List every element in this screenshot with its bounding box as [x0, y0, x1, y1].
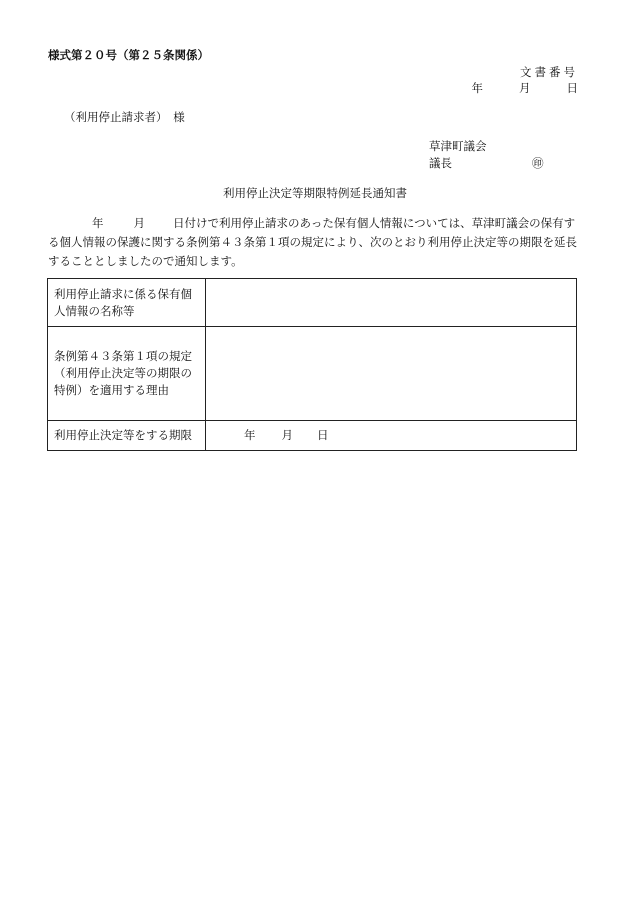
table-row	[48, 279, 577, 327]
issue-date-month: 月	[519, 81, 531, 95]
deadline-date	[206, 421, 577, 451]
seal-mark: ㊞	[532, 156, 544, 170]
table-value	[206, 279, 577, 327]
notice-details-table	[47, 278, 577, 451]
body-text: 日付けで利用停止請求のあった保有個人情報については、草津町議会の保有する個人情報の保護に関する条例第４３条第１項の規定により、次のとおり利用停止決定等の期限を延長することとしましたので通知します。	[48, 216, 577, 268]
issue-date	[472, 83, 579, 95]
sender-chairman: 議長	[429, 156, 452, 170]
body-year: 年	[92, 216, 104, 230]
sender-assembly: 草津町議会	[429, 139, 487, 153]
table-label: 条例第４３条第１項の規定（利用停止決定等の期限の特例）を適用する理由	[48, 327, 206, 421]
table-value	[206, 327, 577, 421]
deadline-month: 月	[281, 428, 293, 442]
table-label: 利用停止請求に係る保有個人情報の名称等	[48, 279, 206, 327]
deadline-day: 日	[317, 428, 329, 442]
deadline-year: 年	[244, 428, 256, 442]
table-row	[48, 327, 577, 421]
issue-date-day: 日	[566, 81, 578, 95]
body-month: 月	[133, 216, 145, 230]
notice-body	[48, 214, 580, 271]
document-title: 利用停止決定等期限特例延長通知書	[223, 186, 407, 200]
issue-date-year: 年	[471, 81, 483, 95]
recipient: （利用停止請求者） 様	[64, 110, 185, 124]
table-label: 利用停止決定等をする期限	[48, 421, 206, 451]
document-number-label: 文書番号	[520, 65, 578, 79]
table-row	[48, 421, 577, 451]
form-number: 様式第２０号（第２５条関係）	[48, 48, 209, 62]
